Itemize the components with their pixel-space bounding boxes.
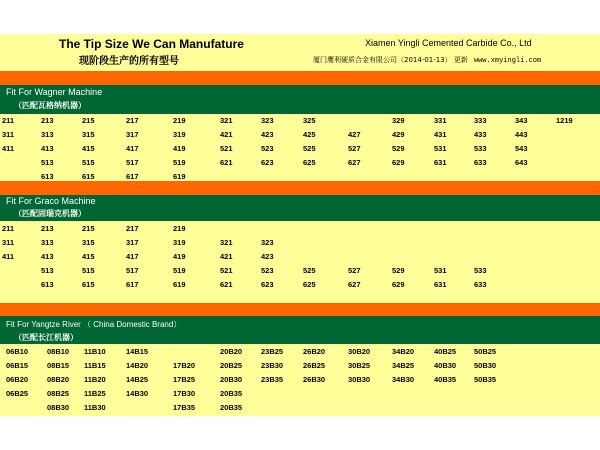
tip-size-cell: 325 (303, 116, 316, 125)
tip-size-cell: 523 (261, 144, 274, 153)
tip-size-cell: 50B25 (474, 347, 497, 356)
tip-size-cell: 20B35 (220, 389, 243, 398)
tip-size-cell: 431 (434, 130, 447, 139)
tip-size-cell: 34B25 (392, 361, 415, 370)
tip-size-cell: 11B20 (84, 375, 106, 384)
tip-size-cell: 631 (434, 280, 447, 289)
tip-size-cell: 523 (261, 266, 274, 275)
tip-size-cell: 34B30 (392, 375, 415, 384)
tip-size-cell: 20B30 (220, 375, 243, 384)
section-divider (0, 181, 600, 195)
tip-size-cell: 621 (220, 158, 233, 167)
tip-size-cell: 529 (392, 266, 405, 275)
tip-size-cell: 417 (126, 144, 139, 153)
tip-size-cell: 26B20 (303, 347, 326, 356)
tip-size-cell: 519 (173, 266, 186, 275)
tip-size-cell: 14B15 (126, 347, 149, 356)
tip-size-cell: 14B30 (126, 389, 149, 398)
tip-size-cell: 08B20 (47, 375, 70, 384)
tip-size-cell: 615 (82, 172, 95, 181)
company-name: Xiamen Yingli Cemented Carbide Co., Ltd (365, 38, 532, 48)
tip-size-cell: 429 (392, 130, 405, 139)
tip-size-cell: 421 (220, 252, 233, 261)
company-name-cn: 厦门鹰利硬质合金有限公司（2014-01-13） 更新 (313, 56, 468, 64)
tip-size-cell: 617 (126, 172, 139, 181)
tip-size-cell: 513 (41, 266, 54, 275)
tip-size-cell: 533 (474, 144, 487, 153)
tip-size-cell: 333 (474, 116, 487, 125)
tip-size-cell: 213 (41, 224, 54, 233)
tip-size-cell: 11B10 (84, 347, 106, 356)
tip-size-cell: 217 (126, 116, 139, 125)
tip-size-cell: 23B25 (261, 347, 284, 356)
section-header-wagner (0, 85, 600, 114)
tip-size-cell: 211 (2, 116, 15, 125)
page-title: The Tip Size We Can Manufature (59, 37, 244, 51)
tip-size-cell: 423 (261, 252, 274, 261)
tip-size-cell: 415 (82, 252, 95, 261)
tip-size-cell: 06B10 (6, 347, 29, 356)
tip-size-cell: 06B25 (6, 389, 29, 398)
tip-size-cell: 08B30 (47, 403, 70, 412)
tip-size-cell: 20B25 (220, 361, 243, 370)
tip-size-cell: 17B35 (173, 403, 196, 412)
section-divider (0, 303, 600, 316)
tip-size-cell: 14B20 (126, 361, 149, 370)
tip-size-cell: 413 (41, 252, 54, 261)
tip-size-cell: 315 (82, 130, 95, 139)
tip-size-cell: 625 (303, 158, 316, 167)
tip-size-cell: 315 (82, 238, 95, 247)
tip-size-cell: 613 (41, 172, 54, 181)
website-link[interactable]: www.xmyingli.com (473, 57, 542, 65)
tip-size-cell: 217 (126, 224, 139, 233)
tip-size-cell: 531 (434, 266, 447, 275)
tip-size-cell: 11B30 (84, 403, 106, 412)
tip-size-cell: 517 (126, 266, 139, 275)
tip-size-cell: 313 (41, 130, 54, 139)
tip-size-cell: 17B20 (173, 361, 196, 370)
tip-size-cell: 06B20 (6, 375, 29, 384)
tip-size-cell: 17B25 (173, 375, 196, 384)
tip-size-cell: 329 (392, 116, 405, 125)
tip-size-cell: 625 (303, 280, 316, 289)
tip-size-cell: 313 (41, 238, 54, 247)
tip-size-cell: 419 (173, 252, 186, 261)
tip-size-cell: 627 (348, 158, 361, 167)
tip-size-cell: 627 (348, 280, 361, 289)
tip-size-cell: 411 (2, 144, 15, 153)
tip-size-cell: 215 (82, 116, 95, 125)
tip-size-cell: 40B25 (434, 347, 457, 356)
tip-size-cell: 613 (41, 280, 54, 289)
tip-size-cell: 423 (261, 130, 274, 139)
section-title: Fit For Yangtze River （ China Domestic Brand） (6, 320, 182, 329)
tip-size-cell: 525 (303, 144, 316, 153)
tip-size-cell: 317 (126, 238, 139, 247)
tip-size-cell: 617 (126, 280, 139, 289)
tip-size-cell: 30B20 (348, 347, 371, 356)
tip-size-cell: 319 (173, 130, 186, 139)
tip-size-cell: 331 (434, 116, 447, 125)
tip-size-cell: 415 (82, 144, 95, 153)
company-info (313, 55, 541, 65)
tip-size-cell: 17B30 (173, 389, 196, 398)
tip-size-cell: 419 (173, 144, 186, 153)
tip-size-cell: 08B10 (47, 347, 70, 356)
tip-size-cell: 219 (173, 224, 186, 233)
tip-size-cell: 08B25 (47, 389, 70, 398)
tip-size-cell: 619 (173, 172, 186, 181)
tip-size-cell: 319 (173, 238, 186, 247)
tip-size-cell: 311 (2, 238, 15, 247)
tip-size-cell: 11B15 (84, 361, 106, 370)
section-subtitle: （匹配长江机器） (14, 333, 78, 342)
tip-size-cell: 40B30 (434, 361, 457, 370)
section-title: Fit For Wagner Machine (6, 87, 103, 97)
tip-size-cell: 26B30 (303, 375, 326, 384)
tip-size-cell: 50B35 (474, 375, 497, 384)
tip-size-cell: 20B20 (220, 347, 243, 356)
section-title: Fit For Graco Machine (6, 196, 96, 206)
tip-size-cell: 521 (220, 266, 233, 275)
tip-size-cell: 629 (392, 158, 405, 167)
tip-size-cell: 50B30 (474, 361, 497, 370)
tip-size-cell: 1219 (556, 116, 573, 125)
tip-size-cell: 527 (348, 266, 361, 275)
tip-size-cell: 30B30 (348, 375, 371, 384)
tip-size-cell: 621 (220, 280, 233, 289)
tip-size-cell: 323 (261, 238, 274, 247)
tip-size-cell: 26B25 (303, 361, 326, 370)
tip-size-cell: 623 (261, 158, 274, 167)
tip-size-cell: 34B20 (392, 347, 415, 356)
tip-size-cell: 425 (303, 130, 316, 139)
tip-size-cell: 30B25 (348, 361, 371, 370)
tip-size-cell: 215 (82, 224, 95, 233)
tip-size-cell: 14B25 (126, 375, 149, 384)
tip-size-cell: 323 (261, 116, 274, 125)
tip-size-cell: 211 (2, 224, 15, 233)
tip-size-cell: 317 (126, 130, 139, 139)
tip-size-cell: 533 (474, 266, 487, 275)
tip-size-cell: 527 (348, 144, 361, 153)
tip-size-cell: 20B35 (220, 403, 243, 412)
tip-size-cell: 515 (82, 266, 95, 275)
tip-size-cell: 427 (348, 130, 361, 139)
tip-size-cell: 219 (173, 116, 186, 125)
tip-size-cell: 515 (82, 158, 95, 167)
tip-size-cell: 529 (392, 144, 405, 153)
tip-size-cell: 615 (82, 280, 95, 289)
tip-size-cell: 525 (303, 266, 316, 275)
tip-size-cell: 413 (41, 144, 54, 153)
page-subtitle: 现阶段生产的所有型号 (79, 56, 179, 67)
tip-size-cell: 517 (126, 158, 139, 167)
tip-size-cell: 40B35 (434, 375, 457, 384)
tip-size-cell: 23B30 (261, 361, 284, 370)
tip-size-cell: 321 (220, 238, 233, 247)
tip-size-cell: 629 (392, 280, 405, 289)
tip-size-cell: 543 (515, 144, 528, 153)
tip-size-cell: 633 (474, 158, 487, 167)
tip-size-cell: 433 (474, 130, 487, 139)
tip-size-cell: 311 (2, 130, 15, 139)
tip-size-cell: 06B15 (6, 361, 29, 370)
tip-size-cell: 631 (434, 158, 447, 167)
tip-size-cell: 23B35 (261, 375, 284, 384)
tip-size-cell: 321 (220, 116, 233, 125)
tip-size-cell: 513 (41, 158, 54, 167)
tip-size-cell: 633 (474, 280, 487, 289)
section-subtitle: （匹配瓦格纳机器） (14, 101, 86, 110)
tip-size-cell: 531 (434, 144, 447, 153)
tip-size-cell: 443 (515, 130, 528, 139)
section-header-graco (0, 195, 600, 221)
tip-size-cell: 623 (261, 280, 274, 289)
section-header-yangtze (0, 316, 600, 344)
section-subtitle: （匹配固瑞克机器） (14, 209, 86, 218)
tip-size-cell: 519 (173, 158, 186, 167)
tip-size-cell: 421 (220, 130, 233, 139)
tip-size-cell: 417 (126, 252, 139, 261)
tip-size-cell: 213 (41, 116, 54, 125)
tip-size-cell: 619 (173, 280, 186, 289)
tip-size-cell: 411 (2, 252, 15, 261)
tip-size-cell: 343 (515, 116, 528, 125)
tip-size-cell: 08B15 (47, 361, 70, 370)
tip-size-cell: 11B25 (84, 389, 106, 398)
tip-size-cell: 643 (515, 158, 528, 167)
section-divider (0, 71, 600, 85)
tip-size-cell: 521 (220, 144, 233, 153)
